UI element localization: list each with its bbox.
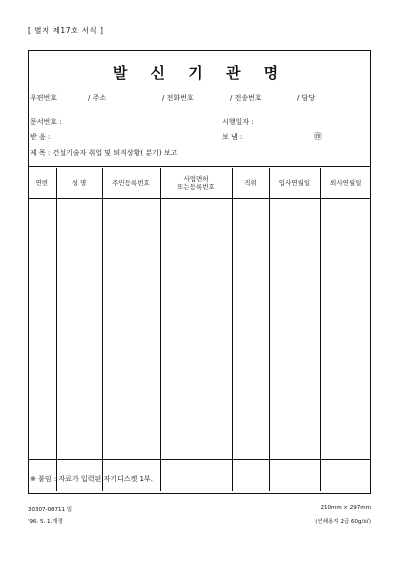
form-code: 30307-08711 일 — [28, 507, 73, 513]
cell-seq[interactable] — [28, 199, 56, 492]
col-header-leave-date: 퇴사연월일 — [320, 168, 371, 199]
sender-label: 보 냄 : — [222, 133, 243, 141]
doc-number-label: 문서번호 : — [30, 118, 62, 126]
attachment-top-border — [28, 459, 371, 460]
page-title: 발 신 기 관 명 — [112, 64, 288, 82]
revision-date: '96. 5. 1.개정 — [28, 519, 63, 525]
personnel-table — [28, 168, 371, 491]
paper-type: (인쇄용지 2급 60g/㎡) — [315, 519, 371, 525]
col-header-license-number: 사업면허 또는등록번호 — [160, 168, 232, 199]
address-label: / 주소 — [88, 94, 107, 102]
contact-label: / 담당 — [297, 94, 316, 102]
cell-leave-date[interactable] — [320, 199, 371, 492]
col-header-position: 직위 — [232, 168, 269, 199]
paper-size: 210mm × 297mm — [320, 505, 371, 511]
cell-position[interactable] — [232, 199, 269, 492]
form-label: [ 별지 제17호 서식 ] — [28, 26, 104, 35]
recipient-label: 받 음 : — [30, 133, 51, 141]
cell-name[interactable] — [56, 199, 102, 492]
col-header-join-date: 입사연월일 — [269, 168, 320, 199]
cell-resident-number[interactable] — [102, 199, 160, 492]
col-header-name: 성 명 — [56, 168, 102, 199]
subject-line: 제 목 : 건설기술자 취업 및 퇴직상황( 분기) 보고 — [30, 149, 178, 157]
cell-join-date[interactable] — [269, 199, 320, 492]
table-header-row — [28, 168, 371, 199]
postal-code-label: 우편번호 — [30, 94, 58, 102]
seal-mark: ㊞ — [314, 132, 322, 141]
cell-license-number[interactable] — [160, 199, 232, 492]
table-top-border — [28, 166, 371, 167]
fax-label: / 전송번호 — [230, 94, 262, 102]
phone-label: / 전화번호 — [162, 94, 194, 102]
col-header-seq: 연번 — [28, 168, 56, 199]
table-body-row — [28, 199, 371, 492]
issue-date-label: 시행일자 : — [222, 118, 254, 126]
attachment-note: ※ 붙임 : 자료가 입력된 자기디스켓 1부. — [30, 475, 153, 483]
col-header-resident-number: 주민등록번호 — [102, 168, 160, 199]
